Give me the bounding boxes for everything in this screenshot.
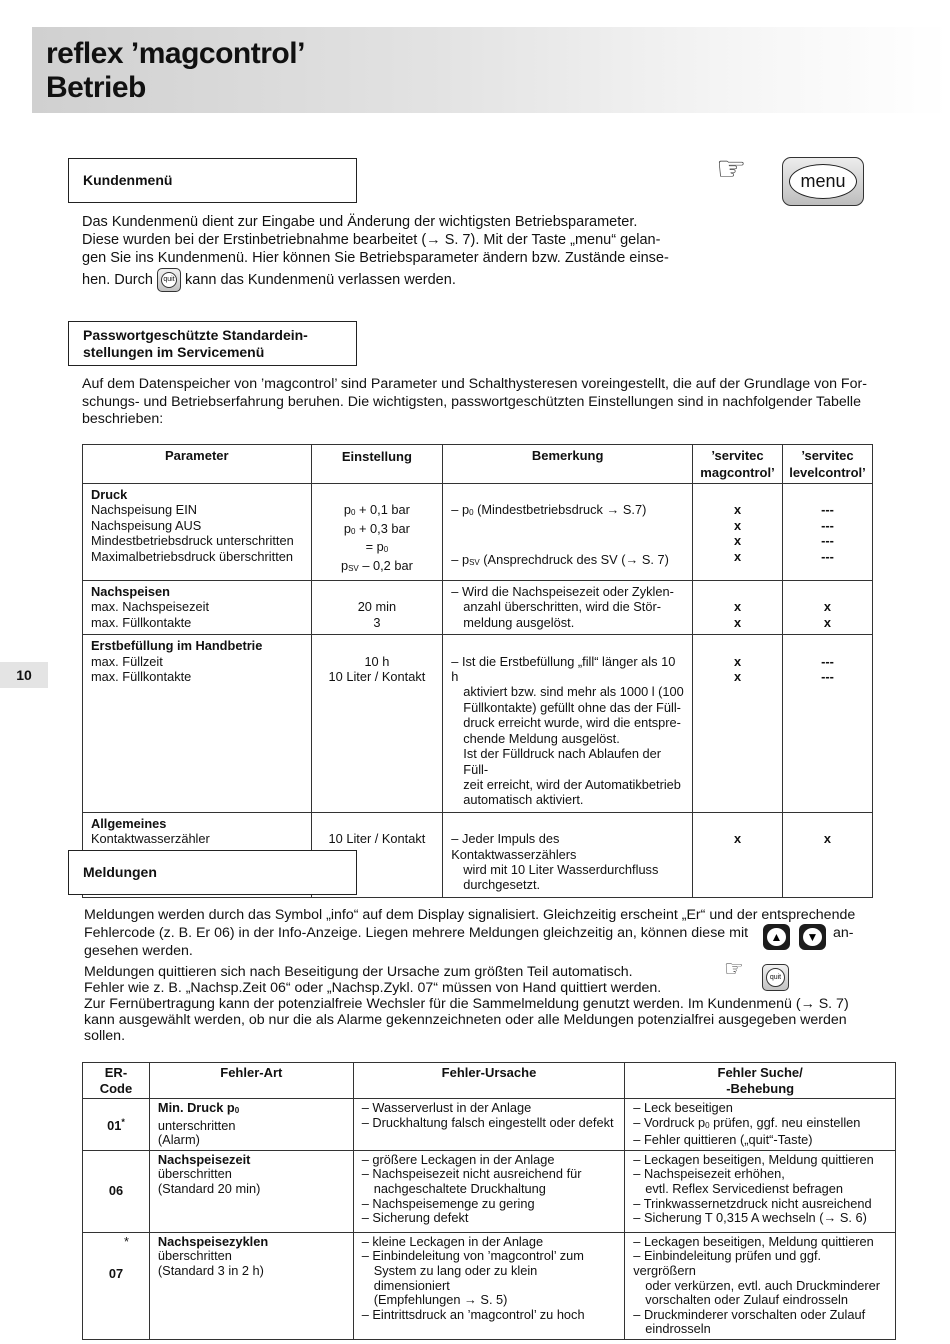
mark: x xyxy=(733,599,742,615)
parameter-cell xyxy=(83,581,312,635)
mark: --- xyxy=(821,669,834,685)
setting-base: p xyxy=(340,557,349,573)
quit-key-label: quit xyxy=(766,968,785,987)
error-type: Nachspeisezeit xyxy=(157,1151,251,1167)
section-heading-passwort xyxy=(68,321,357,366)
alarm-star: * xyxy=(121,1117,125,1128)
setting-value xyxy=(320,558,435,576)
header-line: ER- xyxy=(104,1065,128,1080)
error-type: Nachspeisezyklen xyxy=(157,1233,269,1249)
section-heading-kundenmenue xyxy=(68,158,357,203)
remark-line: aktiviert bzw. sind mehr als 1000 l (100 xyxy=(463,684,684,700)
error-type-cell xyxy=(149,1150,353,1232)
mark: --- xyxy=(821,653,834,669)
fix-line: evtl. Reflex Servicedienst befragen xyxy=(645,1180,844,1196)
error-cause-cell xyxy=(353,1099,625,1151)
error-code-cell xyxy=(83,1232,150,1339)
setting-rest: + 0,1 bar xyxy=(355,502,410,518)
text-fragment: an- xyxy=(833,925,854,941)
text-fragment: kann das Kundenmenü verlassen werden. xyxy=(185,271,456,288)
header-line: magcontrol’ xyxy=(700,465,775,480)
remark-subscript: SV xyxy=(469,557,480,567)
group-label: Druck xyxy=(91,487,128,502)
remark-line: – Jeder Impuls des Kontaktwasserzählers xyxy=(451,831,577,862)
column-header: Einstellung xyxy=(311,445,443,484)
quit-key-icon xyxy=(157,268,181,292)
header-line: Fehler Suche/ xyxy=(717,1065,803,1080)
text-line: Diese wurden bei der Erstinbetriebnahme bearbeitet (→ S. 7). Mit der Taste „menu“ gelan- xyxy=(82,232,661,248)
setting-value xyxy=(320,539,435,557)
setting-value: 10 h xyxy=(364,653,390,669)
column-header: Bemerkung xyxy=(443,445,693,484)
error-code-cell xyxy=(83,1099,150,1151)
param-label: Mindestbetriebsdruck unterschritten xyxy=(91,533,294,549)
setting-value: 3 xyxy=(373,614,381,630)
remark-line: Füllkontakte) gefüllt ohne das der Füll- xyxy=(463,699,681,715)
param-label: max. Nachspeisezeit xyxy=(91,599,210,615)
remark-line: druck erreicht wurde, wird die entspre- xyxy=(463,715,681,731)
text-line: gen Sie ins Kundenmenü. Hier können Sie Betriebsparameter ändern bzw. Zustände einse- xyxy=(82,250,669,266)
param-label: Nachspeisung AUS xyxy=(91,517,202,533)
fix-line: oder verkürzen, evtl. auch Druckminderer xyxy=(645,1277,880,1293)
mark: x xyxy=(823,831,832,847)
setting-rest: + 0,3 bar xyxy=(355,520,410,536)
remark-cell xyxy=(443,581,693,635)
text-line: Das Kundenmenü dient zur Eingabe und Änderung der wichtigsten Betriebsparameter. xyxy=(82,214,638,230)
mark: --- xyxy=(821,548,834,564)
fix-line: – Nachspeisezeit erhöhen, xyxy=(633,1166,785,1182)
fix-line: – Leck beseitigen xyxy=(633,1100,733,1115)
cause-line: nachgeschaltete Druckhaltung xyxy=(373,1180,546,1196)
fix-line: vorschalten oder Zulauf eindrosseln xyxy=(645,1292,849,1308)
fix-line: – Leckagen beseitigen, Meldung quittieren xyxy=(633,1233,874,1249)
param-label: max. Füllkontakte xyxy=(91,669,192,685)
setting-subscript: 0 xyxy=(383,545,389,555)
setting-cell xyxy=(311,635,443,812)
mark: x xyxy=(823,614,832,630)
fix-line: – Fehler quittieren („quit“-Taste) xyxy=(633,1132,813,1148)
table-row xyxy=(83,1150,896,1232)
text-line: kann ausgewählt werden, ob nur die als Alarme gekennzeichneten oder alle Meldungen potenzialfrei ausgegeben werden xyxy=(84,1012,847,1028)
error-type-cell xyxy=(149,1232,353,1339)
setting-value: 20 min xyxy=(357,599,397,615)
table-header-row xyxy=(83,445,873,484)
text-line: Zur Fernübertragung kann der potenzialfreie Wechsler für die Sammelmeldung genutzt werden. Im Kundenmenü (→ S. 7) xyxy=(84,996,849,1012)
remark-cell xyxy=(443,635,693,812)
fix-line: – Leckagen beseitigen, Meldung quittieren xyxy=(633,1151,874,1167)
mark: x xyxy=(733,517,742,533)
section-heading-text: stellungen im Servicemenü xyxy=(83,343,265,360)
error-type-detail: überschritten xyxy=(157,1248,232,1264)
table-row xyxy=(83,581,873,635)
levelcontrol-cell xyxy=(782,484,872,581)
error-type-detail: unterschritten xyxy=(157,1117,236,1133)
fix-line xyxy=(633,1116,887,1134)
text-line xyxy=(82,268,682,292)
cause-line: – Einbindeleitung von ’magcontrol’ zum xyxy=(361,1248,584,1264)
section-heading-text: Meldungen xyxy=(83,864,157,880)
error-type-subscript: 0 xyxy=(234,1106,240,1115)
remark-cell xyxy=(443,484,693,581)
column-header xyxy=(83,1063,150,1099)
setting-value: 10 Liter / Kontakt xyxy=(328,831,426,847)
setting-base: p xyxy=(343,520,352,536)
cause-line: – Wasserverlust in der Anlage xyxy=(361,1100,532,1115)
text-line: gesehen werden. xyxy=(84,943,193,959)
mark: --- xyxy=(821,502,834,518)
setting-base: = p xyxy=(365,539,384,555)
cause-line: – größere Leckagen in der Anlage xyxy=(361,1151,555,1167)
section-heading-meldungen xyxy=(68,850,357,895)
setting-base: p xyxy=(343,502,352,518)
remark-line xyxy=(451,552,684,570)
page-title-line2: Betrieb xyxy=(46,71,146,104)
cause-line: (Empfehlungen → S. 5) xyxy=(373,1292,508,1308)
remark-line: chende Meldung ausgelöst. xyxy=(463,730,620,746)
menu-key-icon xyxy=(782,157,864,206)
error-code: 01 xyxy=(107,1118,122,1134)
group-label: Nachspeisen xyxy=(91,584,170,600)
remark-text: – p xyxy=(451,551,470,567)
remark-line: – Ist die Erstbefüllung „fill“ länger als 10 h xyxy=(451,653,676,685)
quit-key-label: quit xyxy=(161,272,177,288)
setting-subscript: SV xyxy=(348,563,359,573)
error-type-detail: überschritten xyxy=(157,1166,232,1182)
text-line: sollen. xyxy=(84,1028,126,1044)
remark-line xyxy=(451,502,684,520)
table-header-row xyxy=(83,1063,896,1099)
header-line: Code xyxy=(99,1080,133,1096)
cause-line: – Nachspeisemenge zu gering xyxy=(361,1195,535,1211)
mark: x xyxy=(733,669,742,685)
header-line: ’servitec xyxy=(801,448,854,463)
table-row xyxy=(83,635,873,812)
remark-line: wird mit 10 Liter Wasserdurchfluss xyxy=(463,861,659,877)
column-header xyxy=(693,445,783,484)
levelcontrol-cell xyxy=(782,635,872,812)
parameter-cell xyxy=(83,484,312,581)
setting-cell xyxy=(311,581,443,635)
mark: x xyxy=(733,533,742,549)
quit-key-icon xyxy=(762,964,789,991)
header-line: -Behebung xyxy=(726,1080,795,1096)
remark-text: (Mindestbetriebsdruck → S.7) xyxy=(473,502,647,518)
remark-subscript: 0 xyxy=(469,508,474,518)
mark: x xyxy=(733,653,742,669)
error-type: Min. Druck p xyxy=(157,1100,235,1115)
levelcontrol-cell xyxy=(782,812,872,897)
alarm-star: * xyxy=(123,1233,129,1249)
column-header xyxy=(625,1063,896,1099)
header-line: levelcontrol’ xyxy=(789,465,866,480)
error-cause-cell xyxy=(353,1232,625,1339)
fix-text: prüfen, ggf. neu einstellen xyxy=(709,1114,861,1130)
fix-line: eindrosseln xyxy=(645,1321,711,1337)
magcontrol-cell xyxy=(693,484,783,581)
cause-line: – Nachspeisezeit nicht ausreichend für xyxy=(361,1166,582,1182)
setting-subscript: 0 xyxy=(351,526,356,536)
remark-text: – p xyxy=(451,502,470,518)
section-heading-text: Kundenmenü xyxy=(83,172,173,188)
column-header: Fehler-Art xyxy=(149,1063,353,1099)
group-label: Allgemeines xyxy=(91,815,167,831)
error-fix-cell xyxy=(625,1099,896,1151)
fix-text: – Vordruck p xyxy=(633,1114,706,1130)
text-line: schungs- und Betriebserfahrung beruhen. Die wichtigsten, passwortgeschützten Einstellungen sind in nachfolgender Tabelle xyxy=(82,393,861,410)
mark: x xyxy=(733,831,742,847)
text-line: Fehlercode (z. B. Er 06) in der Info-Anzeige. Liegen mehrere Meldungen gleichzeitig an, können diese mit xyxy=(84,925,749,941)
setting-cell xyxy=(311,484,443,581)
remark-text: (Ansprechdruck des SV (→ S. 7) xyxy=(479,551,669,567)
cause-line: – Eintrittsdruck an ’magcontrol’ zu hoch xyxy=(361,1306,585,1322)
setting-value: 10 Liter / Kontakt xyxy=(328,669,426,685)
mark: x xyxy=(733,614,742,630)
param-label: max. Füllzeit xyxy=(91,653,163,669)
pointing-hand-icon: ☞ xyxy=(724,956,744,981)
kundenmenue-text xyxy=(82,213,682,292)
text-fragment: hen. Durch xyxy=(82,271,153,288)
fix-line: – Einbindeleitung prüfen und ggf. vergrößern xyxy=(633,1248,822,1278)
error-code-table xyxy=(82,1062,896,1340)
mark: --- xyxy=(821,533,834,549)
error-code: 07 xyxy=(108,1266,124,1282)
passwort-text xyxy=(82,376,884,429)
remark-line: meldung ausgelöst. xyxy=(463,614,575,630)
table-row xyxy=(83,1099,896,1151)
column-header xyxy=(782,445,872,484)
error-type-detail: (Alarm) xyxy=(157,1132,200,1148)
remark-line: durchgesetzt. xyxy=(463,877,541,893)
error-type-cell xyxy=(149,1099,353,1151)
mark: x xyxy=(823,599,832,615)
param-label: Nachspeisung EIN xyxy=(91,502,197,518)
magcontrol-cell xyxy=(693,635,783,812)
cause-line: – Sicherung defekt xyxy=(361,1210,469,1226)
fix-line: – Druckminderer vorschalten oder Zulauf xyxy=(633,1306,866,1322)
page-title-line1: reflex ’magcontrol’ xyxy=(46,37,305,70)
remark-line: anzahl überschritten, wird die Stör- xyxy=(463,599,661,615)
section-heading-text: Passwortgeschützte Standardein- xyxy=(83,326,308,343)
column-header: Parameter xyxy=(83,445,312,484)
remark-line: zeit erreicht, wird der Automatikbetrieb xyxy=(463,776,681,792)
text-line: Fehler wie z. B. „Nachsp.Zeit 06“ oder „Nachsp.Zykl. 07“ müssen von Hand quittiert werden. xyxy=(84,980,662,996)
cause-line: System zu lang oder zu klein dimensioniert xyxy=(373,1262,538,1293)
mark: --- xyxy=(821,517,834,533)
mark: x xyxy=(733,548,742,564)
table-row xyxy=(83,1232,896,1339)
error-code: 06 xyxy=(108,1182,124,1198)
error-code-cell xyxy=(83,1150,150,1232)
fix-line: – Trinkwassernetzdruck nicht ausreichend xyxy=(633,1195,872,1211)
setting-rest: – 0,2 bar xyxy=(358,557,413,573)
menu-key-label: menu xyxy=(789,164,857,199)
group-label: Erstbefüllung im Handbetrie xyxy=(91,638,263,654)
error-type-detail: (Standard 20 min) xyxy=(157,1180,261,1196)
mark: x xyxy=(733,502,742,518)
parameter-cell xyxy=(83,635,312,812)
error-fix-cell xyxy=(625,1232,896,1339)
text-line: Auf dem Datenspeicher von ’magcontrol’ sind Parameter und Schalthysteresen voreingestellt, die auf der Grundlage von For- xyxy=(82,376,867,392)
levelcontrol-cell xyxy=(782,581,872,635)
text-line: beschrieben: xyxy=(82,411,164,427)
setting-subscript: 0 xyxy=(351,508,356,518)
table-row xyxy=(83,484,873,581)
text-line: Meldungen werden durch das Symbol „info“ auf dem Display signalisiert. Gleichzeitig erscheint „Er“ und der entsprechende xyxy=(84,907,856,923)
param-label: Maximalbetriebsdruck überschritten xyxy=(91,548,293,564)
down-arrow-key-icon: ▼ xyxy=(799,924,826,950)
cause-line: – kleine Leckagen in der Anlage xyxy=(361,1233,544,1249)
fix-subscript: 0 xyxy=(705,1120,710,1130)
fix-line: – Sicherung T 0,315 A wechseln (→ S. 6) xyxy=(633,1210,867,1226)
remark-line: Ist der Fülldruck nach Ablaufen der Füll- xyxy=(463,746,662,777)
magcontrol-cell xyxy=(693,812,783,897)
error-cause-cell xyxy=(353,1150,625,1232)
text-line: Meldungen quittieren sich nach Beseitigung der Ursache zum größten Teil automatisch. xyxy=(84,964,633,980)
pointing-hand-icon: ☞ xyxy=(716,150,747,188)
setting-value xyxy=(320,521,435,539)
parameter-table xyxy=(82,444,873,898)
setting-value xyxy=(320,502,435,520)
up-arrow-key-icon: ▲ xyxy=(763,924,790,950)
param-label: Kontaktwasserzähler xyxy=(91,831,210,847)
column-header: Fehler-Ursache xyxy=(353,1063,625,1099)
remark-line: automatisch aktiviert. xyxy=(463,792,584,808)
error-type-detail: (Standard 3 in 2 h) xyxy=(157,1262,264,1278)
remark-cell xyxy=(443,812,693,897)
magcontrol-cell xyxy=(693,581,783,635)
page-number: 10 xyxy=(0,662,48,688)
error-fix-cell xyxy=(625,1150,896,1232)
remark-line: – Wird die Nachspeisezeit oder Zyklen- xyxy=(451,584,674,600)
cause-line: – Druckhaltung falsch eingestellt oder defekt xyxy=(361,1114,614,1130)
param-label: max. Füllkontakte xyxy=(91,614,192,630)
page-header xyxy=(32,27,950,113)
header-line: ’servitec xyxy=(711,448,764,463)
